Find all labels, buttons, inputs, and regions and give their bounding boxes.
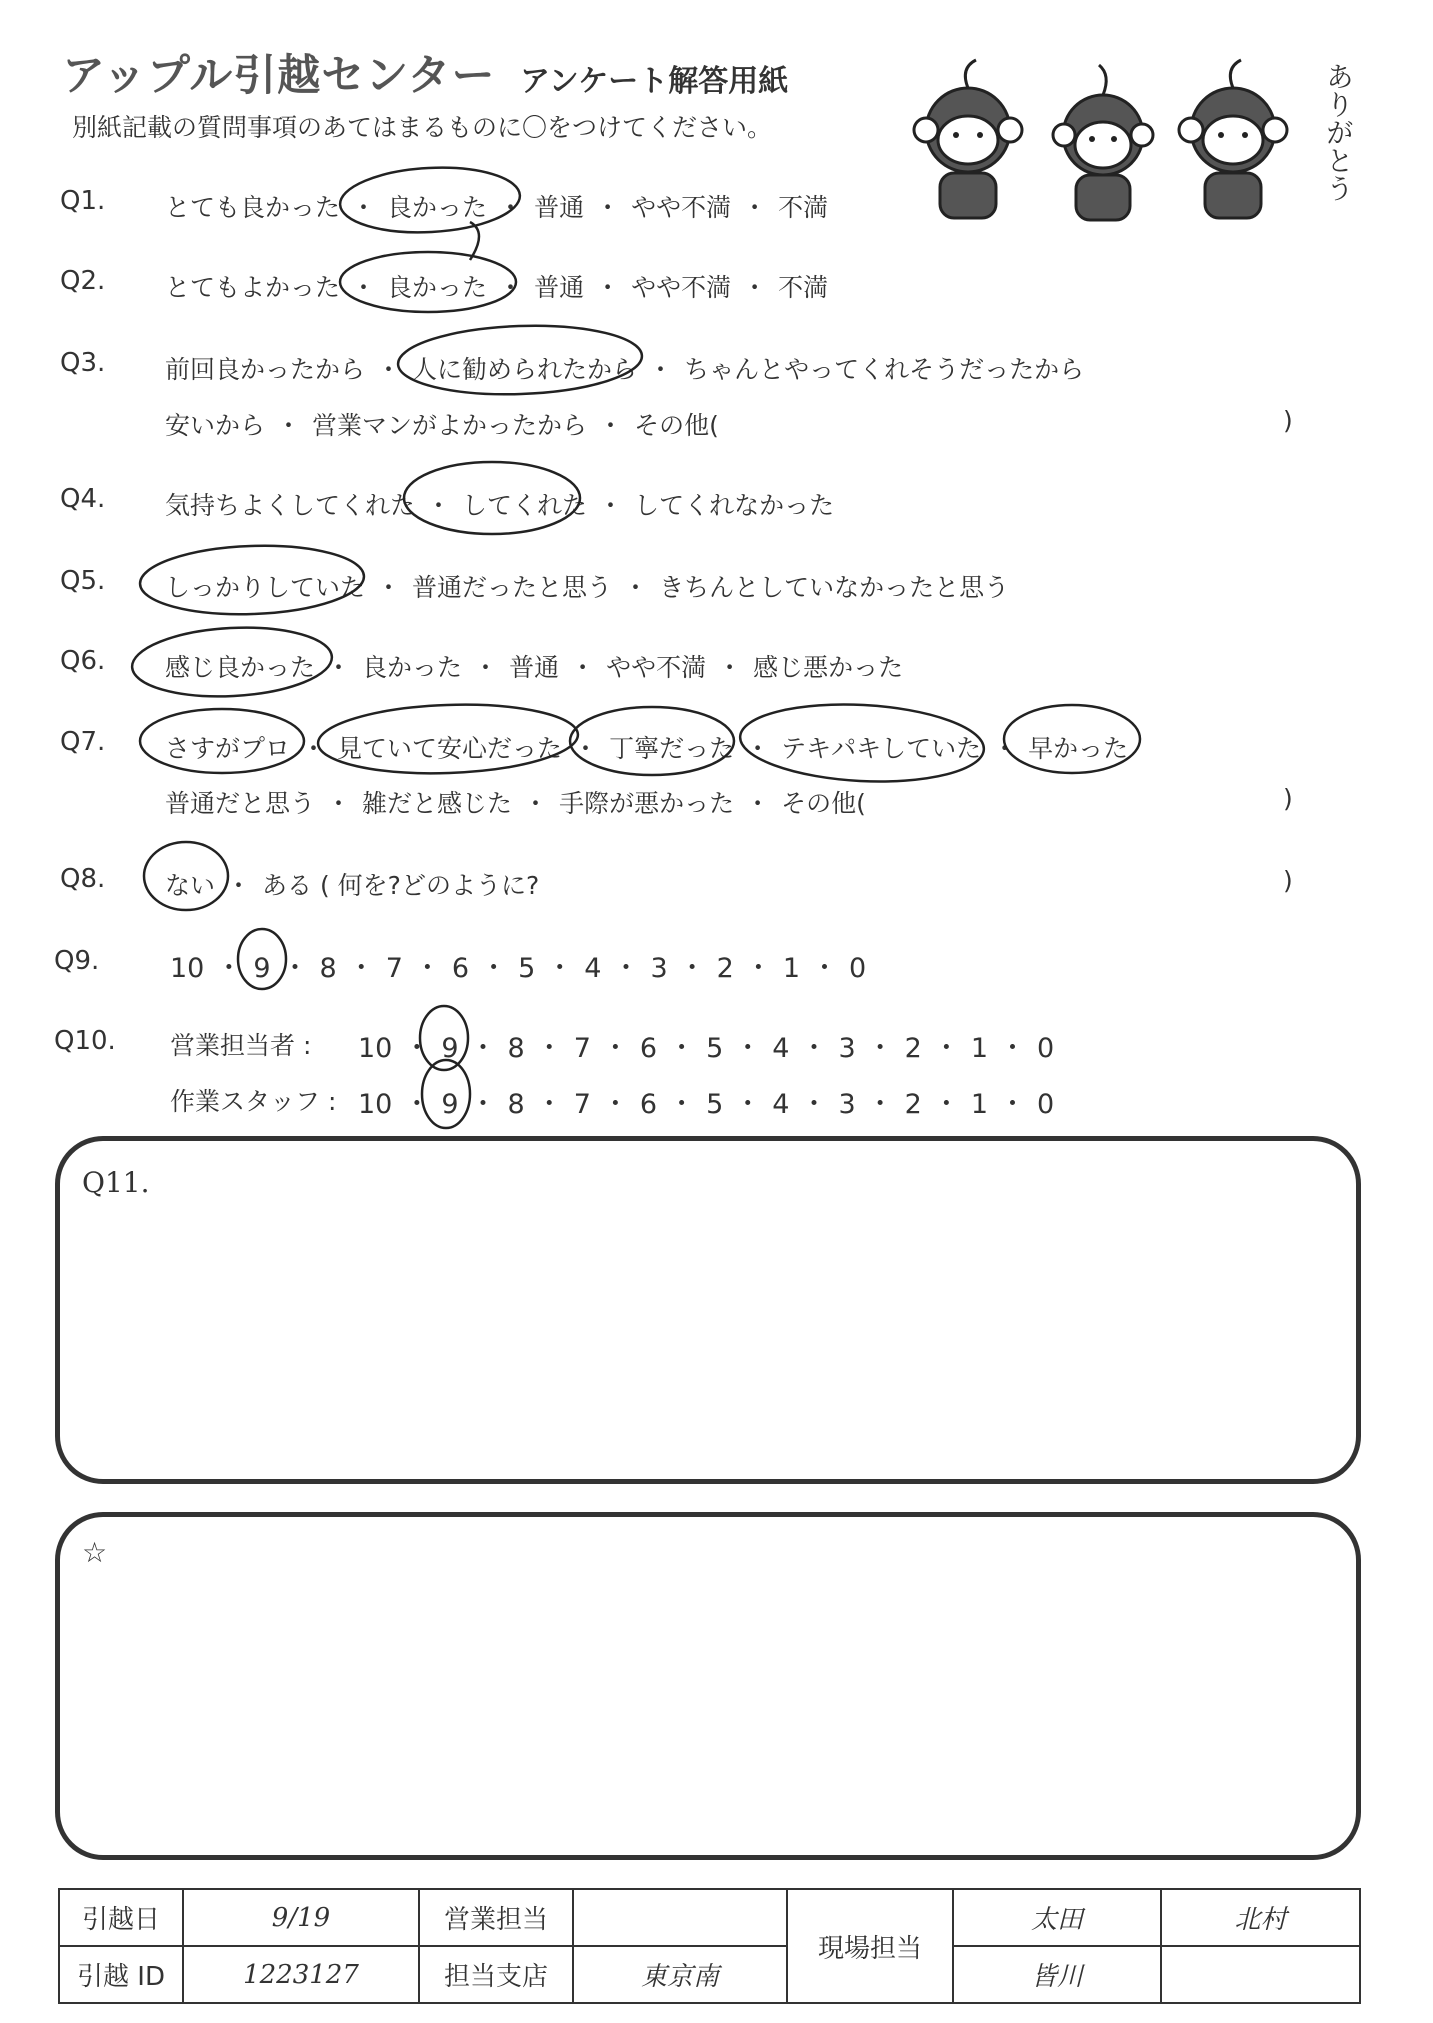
q10-label: Q10. — [54, 1026, 116, 1056]
q3-option-4[interactable]: 安いから — [165, 411, 266, 440]
q3-option-2[interactable]: 人に勧められたから — [412, 355, 638, 384]
q2-option-2[interactable]: 良かった — [387, 273, 488, 302]
q3-other-close: ) — [1283, 406, 1293, 435]
q10-staff-score-4[interactable]: 4 — [772, 1089, 790, 1120]
q1-option-4[interactable]: やや不満 — [631, 193, 732, 222]
q10-sales-score-0[interactable]: 0 — [1037, 1033, 1055, 1064]
q10-staff-separator: ・ — [601, 1089, 629, 1120]
instruction-text: 別紙記載の質問事項のあてはまるものに〇をつけてください。 — [72, 113, 773, 142]
q10-staff-score-0[interactable]: 0 — [1037, 1089, 1055, 1120]
q9-score-6[interactable]: 6 — [451, 953, 470, 984]
q10-staff-separator: ・ — [535, 1089, 563, 1120]
q7-option-5[interactable]: 早かった — [1028, 734, 1129, 763]
q10-staff-separator: ・ — [800, 1089, 828, 1120]
q4-option-2[interactable]: してくれた — [462, 491, 588, 520]
q10-sales-score-10[interactable]: 10 — [358, 1033, 393, 1064]
q9-score-1[interactable]: 1 — [782, 953, 801, 984]
q3-option-3[interactable]: ちゃんとやってくれそうだったから — [684, 355, 1085, 384]
q7-label: Q7. — [60, 727, 106, 757]
form-title: アップル引越センター — [62, 51, 496, 101]
q9-score-3[interactable]: 3 — [650, 953, 668, 984]
q3-options-line1: 前回良かったから ・ 人に勧められたから ・ ちゃんとやってくれそうだったから — [165, 355, 1085, 384]
q9-separator: ・ — [215, 953, 243, 984]
q10-sales-score-3[interactable]: 3 — [838, 1033, 856, 1064]
q10-sales-score-7[interactable]: 7 — [573, 1033, 591, 1064]
q10-staff-separator: ・ — [932, 1089, 960, 1120]
q9-separator: ・ — [678, 953, 706, 984]
q8-options: ない ・ ある ( 何を?どのように? — [165, 871, 540, 900]
star-box-label: ☆ — [82, 1536, 108, 1569]
q10-staff-separator: ・ — [469, 1089, 497, 1120]
q7-option-other[interactable]: その他( — [781, 789, 866, 818]
q1-option-5[interactable]: 不満 — [778, 193, 829, 222]
site-rep-2[interactable]: 北村 — [1161, 1889, 1360, 1946]
q3-selection-circle — [397, 322, 643, 398]
q10-staff-score-1[interactable]: 1 — [970, 1089, 989, 1120]
q9-separator: ・ — [480, 953, 508, 984]
q9-separator: ・ — [281, 953, 309, 984]
q3-label: Q3. — [60, 348, 106, 378]
q10-staff-score-2[interactable]: 2 — [904, 1089, 922, 1120]
q9-selection-circle — [238, 929, 286, 989]
q10-staff-score-8[interactable]: 8 — [507, 1089, 525, 1120]
q10-sales-score-8[interactable]: 8 — [507, 1033, 525, 1064]
q8-close: ) — [1283, 866, 1293, 895]
q10-staff-separator: ・ — [866, 1089, 894, 1120]
q9-separator: ・ — [347, 953, 375, 984]
q10-sales-score-6[interactable]: 6 — [639, 1033, 658, 1064]
q6-selection-circle — [130, 623, 333, 701]
q9-score-2[interactable]: 2 — [716, 953, 734, 984]
site-rep-label: 現場担当 — [787, 1889, 953, 2003]
q9-separator: ・ — [546, 953, 574, 984]
q2-option-3[interactable]: 普通 — [534, 273, 585, 302]
q7-selection-circle-1 — [140, 709, 304, 773]
q5-label: Q5. — [60, 566, 106, 596]
q9-separator: ・ — [612, 953, 640, 984]
q10-sales-score-4[interactable]: 4 — [772, 1033, 790, 1064]
q10-staff-score-9[interactable]: 9 — [441, 1089, 459, 1120]
q10-sales-separator: ・ — [800, 1033, 828, 1064]
q9-separator: ・ — [811, 953, 839, 984]
q1-option-1[interactable]: とても良かった — [165, 193, 341, 222]
q9-score-5[interactable]: 5 — [518, 953, 536, 984]
q7-options-line1: さすがプロ ・ 見ていて安心だった ・ 丁寧だった ・ テキパキしていた ・ 早かった — [165, 734, 1129, 763]
q10-sales-separator: ・ — [535, 1033, 563, 1064]
q6-option-4[interactable]: やや不満 — [606, 653, 707, 682]
sales-rep-value[interactable] — [573, 1889, 787, 1946]
q7-selection-circle-3 — [570, 707, 734, 775]
q10-staff-separator: ・ — [734, 1089, 762, 1120]
q10-sales-score-1[interactable]: 1 — [970, 1033, 989, 1064]
q10-staff-separator: ・ — [999, 1089, 1027, 1120]
moving-id-value[interactable]: 1223127 — [183, 1946, 419, 2003]
q11-box-label: Q11. — [82, 1166, 150, 1199]
q3-option-other[interactable]: その他( — [634, 411, 719, 440]
site-rep-1[interactable]: 太田 — [953, 1889, 1161, 1946]
q5-option-1[interactable]: しっかりしていた — [165, 573, 366, 602]
q4-option-1[interactable]: 気持ちよくしてくれた — [165, 491, 416, 520]
q5-selection-circle — [139, 542, 365, 618]
q10-sales-separator: ・ — [469, 1033, 497, 1064]
q6-option-2[interactable]: 良かった — [362, 653, 463, 682]
q7-selection-circle-5 — [1004, 705, 1140, 773]
q7-option-2[interactable]: 見ていて安心だった — [337, 734, 563, 763]
q11-comment-box[interactable] — [55, 1136, 1361, 1484]
q6-option-1[interactable]: 感じ良かった — [165, 653, 316, 682]
q2-label: Q2. — [60, 266, 106, 296]
q6-label: Q6. — [60, 646, 106, 676]
q7-other-close: ) — [1283, 784, 1293, 813]
q6-option-3[interactable]: 普通 — [509, 653, 560, 682]
q4-options: 気持ちよくしてくれた ・ してくれた ・ してくれなかった — [165, 491, 835, 520]
q8-selection-circle — [144, 842, 228, 910]
q3-option-1[interactable]: 前回良かったから — [165, 355, 366, 384]
q10-sales-separator: ・ — [999, 1033, 1027, 1064]
q10-sales-separator: ・ — [601, 1033, 629, 1064]
moving-date-label: 引越日 — [59, 1889, 183, 1946]
q10-staff-label: 作業スタッフ : — [170, 1087, 337, 1116]
site-rep-3[interactable]: 皆川 — [953, 1946, 1161, 2003]
q1-options: とても良かった ・ 良かった ・ 普通 ・ やや不満 ・ 不満 — [165, 193, 829, 222]
q10-staff-score-5[interactable]: 5 — [706, 1089, 724, 1120]
q2-option-5[interactable]: 不満 — [778, 273, 829, 302]
q7-option-3[interactable]: 丁寧だった — [609, 734, 735, 763]
q10-sales-score-2[interactable]: 2 — [904, 1033, 922, 1064]
q2-selection-circle — [340, 252, 516, 312]
q8-option-1[interactable]: ない — [165, 871, 216, 900]
q7-option-7[interactable]: 雑だと感じた — [362, 789, 513, 818]
q10-sales-separator: ・ — [403, 1033, 431, 1064]
q10-staff-score-7[interactable]: 7 — [573, 1089, 591, 1120]
branch-value[interactable]: 東京南 — [573, 1946, 787, 2003]
q4-option-3[interactable]: してくれなかった — [634, 491, 835, 520]
q7-selection-circle-4 — [738, 699, 986, 788]
q10-sales-label: 営業担当者 : — [170, 1031, 312, 1060]
q10-sales-separator: ・ — [866, 1033, 894, 1064]
footer-info-table — [58, 1888, 1361, 2004]
q1-label: Q1. — [60, 186, 106, 216]
sales-rep-label: 営業担当 — [419, 1889, 573, 1946]
branch-label: 担当支店 — [419, 1946, 573, 2003]
q9-score-10[interactable]: 10 — [170, 953, 205, 984]
q4-label: Q4. — [60, 484, 106, 514]
q6-option-5[interactable]: 感じ悪かった — [753, 653, 904, 682]
q5-options: しっかりしていた ・ 普通だったと思う ・ きちんとしていなかったと思う — [165, 573, 1010, 602]
q5-option-2[interactable]: 普通だったと思う — [412, 573, 613, 602]
q8-label: Q8. — [60, 864, 106, 894]
q10-staff-score-3[interactable]: 3 — [838, 1089, 856, 1120]
q7-selection-circle-2 — [317, 700, 579, 777]
q3-options-line2: 安いから ・ 営業マンがよかったから ・ その他( — [165, 411, 719, 440]
q2-option-1[interactable]: とてもよかった — [165, 273, 341, 302]
q10-staff-score-6[interactable]: 6 — [639, 1089, 658, 1120]
q9-separator: ・ — [413, 953, 441, 984]
mascot-thanks-text: ありがとう — [1322, 62, 1355, 202]
q10-staff-separator: ・ — [668, 1089, 696, 1120]
q3-option-5[interactable]: 営業マンがよかったから — [312, 411, 588, 440]
q9-score-7[interactable]: 7 — [385, 953, 403, 984]
q9-score-4[interactable]: 4 — [584, 953, 602, 984]
q10-sales-score-9[interactable]: 9 — [441, 1033, 459, 1064]
q10-sales-separator: ・ — [734, 1033, 762, 1064]
q5-option-3[interactable]: きちんとしていなかったと思う — [659, 573, 1010, 602]
q10-sales-separator: ・ — [668, 1033, 696, 1064]
form-subtitle: アンケート解答用紙 — [520, 64, 789, 99]
site-rep-4[interactable] — [1161, 1946, 1360, 2003]
q1-option-3[interactable]: 普通 — [534, 193, 585, 222]
q2-options: とてもよかった ・ 良かった ・ 普通 ・ やや不満 ・ 不満 — [165, 273, 829, 302]
q9-label: Q9. — [54, 946, 100, 976]
q6-options: 感じ良かった ・ 良かった ・ 普通 ・ やや不満 ・ 感じ悪かった — [165, 653, 904, 682]
q9-separator: ・ — [744, 953, 772, 984]
q7-option-4[interactable]: テキパキしていた — [781, 734, 982, 763]
q10-sales-separator: ・ — [932, 1033, 960, 1064]
q7-option-8[interactable]: 手際が悪かった — [559, 789, 735, 818]
star-comment-box[interactable] — [55, 1512, 1361, 1860]
q8-option-2[interactable]: ある ( 何を?どのように? — [262, 871, 540, 900]
moving-date-value[interactable]: 9/19 — [183, 1889, 419, 1946]
q9-score-9[interactable]: 9 — [253, 953, 271, 984]
q10-sales-score-5[interactable]: 5 — [706, 1033, 724, 1064]
q1-option-2[interactable]: 良かった — [387, 193, 488, 222]
q4-selection-circle — [404, 462, 580, 534]
moving-id-label: 引越 ID — [59, 1946, 183, 2003]
q7-option-6[interactable]: 普通だと思う — [165, 789, 316, 818]
q2-option-4[interactable]: やや不満 — [631, 273, 732, 302]
q1-selection-circle — [338, 163, 521, 236]
q10-staff-separator: ・ — [403, 1089, 431, 1120]
q7-option-1[interactable]: さすがプロ — [165, 734, 291, 763]
q7-options-line2: 普通だと思う ・ 雑だと感じた ・ 手際が悪かった ・ その他( — [165, 789, 866, 818]
q9-score-0[interactable]: 0 — [849, 953, 867, 984]
q10-staff-score-10[interactable]: 10 — [358, 1089, 393, 1120]
q9-score-8[interactable]: 8 — [319, 953, 337, 984]
